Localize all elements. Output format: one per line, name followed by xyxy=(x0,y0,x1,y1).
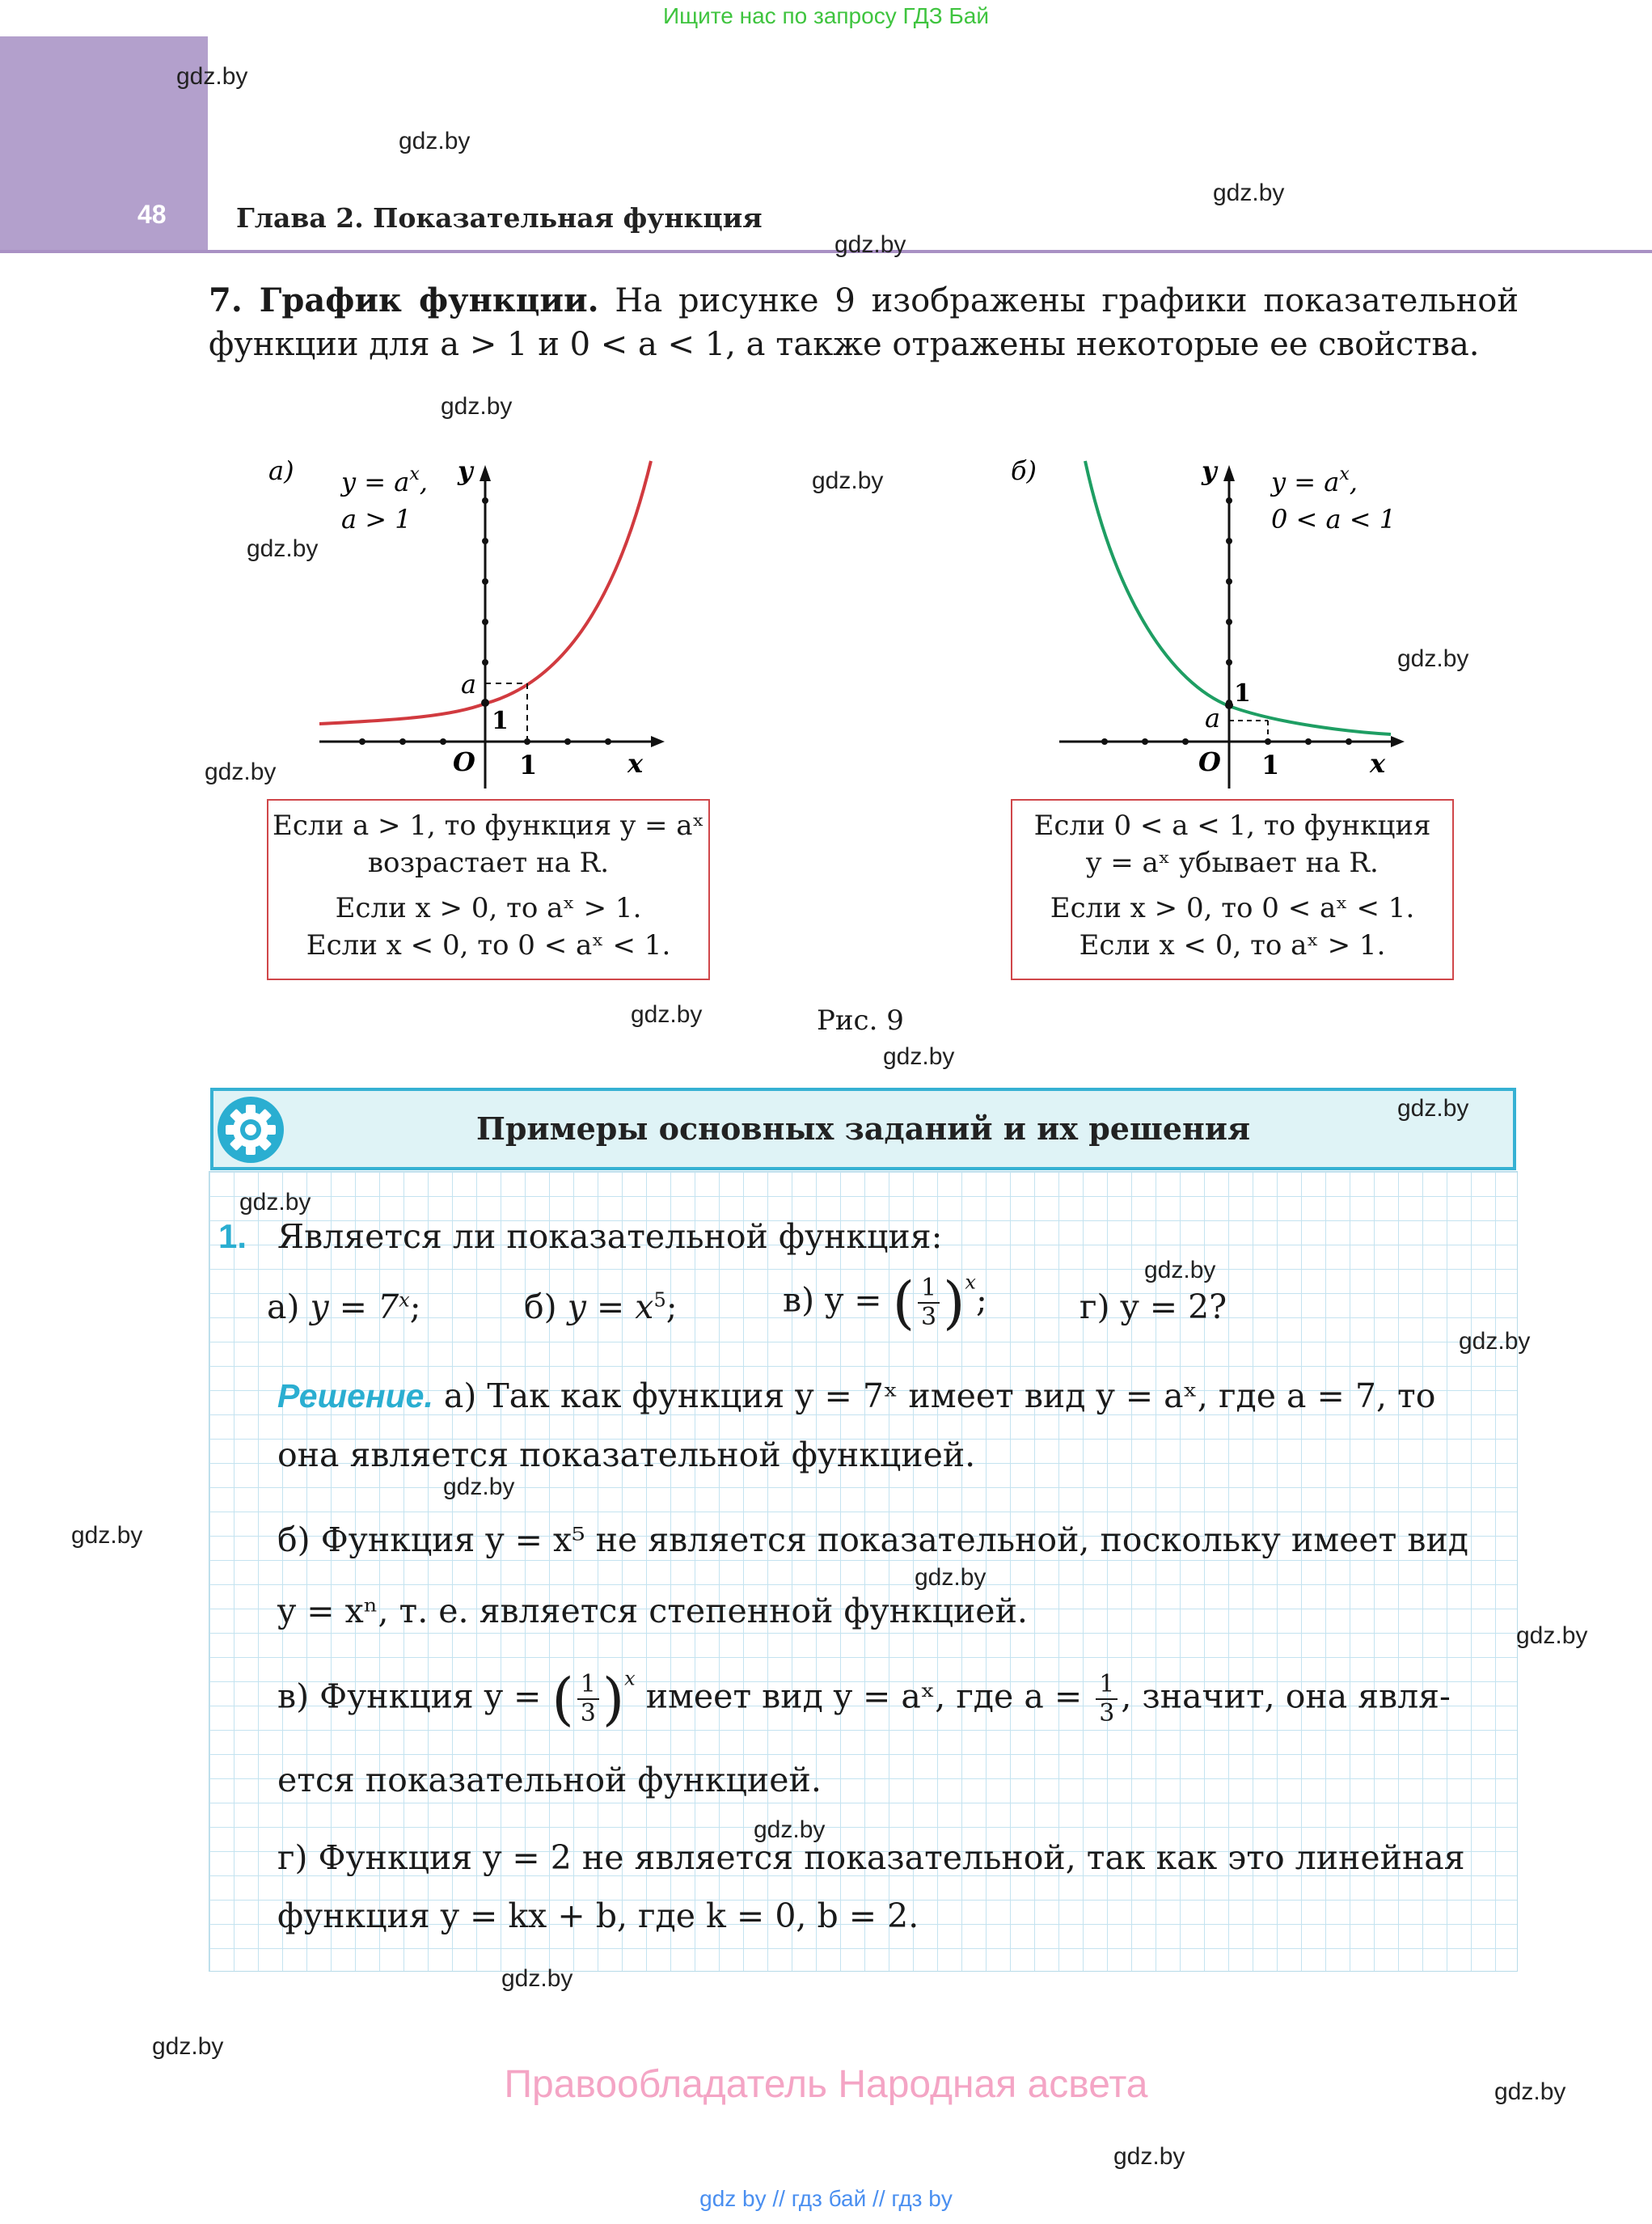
tick-dot xyxy=(564,738,571,745)
tick-dot xyxy=(482,497,488,504)
tick-dot xyxy=(1226,578,1232,585)
a-value-label: a xyxy=(1205,703,1221,734)
watermark: gdz.by xyxy=(754,1816,826,1843)
origin-label: O xyxy=(1198,746,1221,777)
tick-label-x: 1 xyxy=(1261,750,1280,780)
solution-g-line-2: функция y = kx + b, где k = 0, b = 2. xyxy=(277,1896,919,1935)
watermark: gdz.by xyxy=(1494,2078,1566,2105)
x-axis-label: x xyxy=(627,748,644,779)
graph-a-condition: a > 1 xyxy=(341,504,412,535)
watermark: gdz.by xyxy=(205,759,277,785)
solution-b-line-1: б) Функция y = x⁵ не является показательной, поскольку имеет вид xyxy=(277,1520,1469,1559)
origin-label: O xyxy=(453,746,475,777)
box-b-line-4: Если x < 0, то aˣ > 1. xyxy=(1079,929,1386,962)
watermark: gdz.by xyxy=(443,1474,515,1500)
tick-dot xyxy=(1226,538,1232,544)
chapter-title: Глава 2. Показательная функция xyxy=(236,202,763,234)
graph-a-formula: $y = a^x$, xyxy=(341,464,428,497)
section-heading: 7. График функции. xyxy=(209,281,599,319)
tick-dot xyxy=(482,619,488,625)
point-1 xyxy=(481,699,489,707)
option-a: а) $y = 7^x$; xyxy=(267,1287,421,1326)
watermark: gdz.by xyxy=(1144,1257,1216,1283)
task-number: 1. xyxy=(218,1217,247,1255)
option-b: б) $y = x^5$; xyxy=(524,1287,678,1326)
tick-dot xyxy=(1226,659,1232,666)
task-question: Является ли показательной функция: xyxy=(277,1217,943,1256)
tick-dot xyxy=(1305,738,1312,745)
graph-b-formula: $y = a^x$, xyxy=(1271,464,1358,497)
graph-b-condition: 0 < a < 1 xyxy=(1271,504,1396,535)
tick-label-y: 1 xyxy=(492,707,509,735)
tick-label-y: 1 xyxy=(1234,679,1251,708)
watermark: gdz.by xyxy=(1516,1622,1588,1649)
box-a-line-1: Если a > 1, то функция y = aˣ xyxy=(273,810,704,842)
watermark: gdz.by xyxy=(915,1564,987,1591)
fraction-one-third: $\frac{1}{3}$ xyxy=(577,1671,599,1727)
tick-dot xyxy=(399,738,406,745)
box-a-line-3: Если x > 0, то aˣ > 1. xyxy=(335,892,642,924)
watermark: gdz.by xyxy=(834,231,906,258)
solution-v-line-1: в) Функция y = ( $\frac{1}{3}$ )$^x$ имеет вид y = aˣ, где a = $\frac{1}{3}$ , значит, она явля- xyxy=(277,1666,1451,1732)
watermark: gdz.by xyxy=(152,2033,224,2060)
point-1 xyxy=(1225,701,1233,709)
tick-dot xyxy=(605,738,611,745)
chapter-divider xyxy=(0,250,1652,253)
watermark: gdz.by xyxy=(1113,2143,1185,2170)
fraction-one-third: $\frac{1}{3}$ xyxy=(918,1275,940,1331)
watermark: gdz.by xyxy=(239,1189,311,1216)
tick-dot xyxy=(440,738,446,745)
box-b-line-2: y = aˣ убывает на R. xyxy=(1086,847,1379,879)
figure-caption: Рис. 9 xyxy=(817,1004,904,1037)
watermark: gdz.by xyxy=(247,535,319,562)
watermark: gdz.by xyxy=(883,1043,955,1070)
watermark: gdz.by xyxy=(501,1965,573,1992)
top-banner[interactable]: Ищите нас по запросу ГДЗ Бай xyxy=(662,3,990,28)
property-box-a xyxy=(267,799,710,980)
solution-a-line-1: Решение. а) Так как функция y = 7ˣ имеет вид y = aˣ, где a = 7, то xyxy=(277,1376,1436,1415)
watermark: gdz.by xyxy=(1397,645,1469,672)
intro-text: На рисунке 9 изображены графики показательной функции для a > 1 и 0 < a < 1, а также отражены некоторые ее свойства. xyxy=(209,282,1519,363)
option-g: г) y = 2? xyxy=(1080,1287,1227,1326)
watermark: gdz.by xyxy=(399,128,471,154)
tick-dot xyxy=(1182,738,1189,745)
y-axis-arrow xyxy=(1223,465,1235,481)
tick-dot xyxy=(1142,738,1148,745)
tick-dot xyxy=(1346,738,1352,745)
box-a-line-2: возрастает на R. xyxy=(367,847,610,879)
graph-b xyxy=(1011,449,1415,789)
y-axis-label: y xyxy=(458,455,473,486)
fraction-one-third: $\frac{1}{3}$ xyxy=(1096,1671,1118,1727)
box-b-line-3: Если x > 0, то 0 < aˣ < 1. xyxy=(1050,892,1415,924)
watermark: gdz.by xyxy=(1213,180,1285,206)
watermark: gdz.by xyxy=(71,1522,143,1549)
intro-paragraph xyxy=(209,279,1519,366)
x-axis-arrow xyxy=(1391,736,1405,747)
y-axis-arrow xyxy=(480,465,491,481)
copyright: Правообладатель Народная асвета xyxy=(504,2063,1148,2106)
x-axis-label: x xyxy=(1370,748,1386,779)
tick-dot xyxy=(359,738,365,745)
tick-label-x: 1 xyxy=(519,750,538,780)
tick-dot xyxy=(482,659,488,666)
tick-dot xyxy=(482,538,488,544)
x-axis-arrow xyxy=(651,736,665,747)
tick-dot xyxy=(1101,738,1108,745)
examples-title: Примеры основных заданий и их решения xyxy=(475,1110,1251,1147)
solution-v-line-2: ется показательной функцией. xyxy=(277,1761,822,1799)
solution-a-line-2: она является показательной функцией. xyxy=(277,1435,976,1474)
watermark: gdz.by xyxy=(1459,1328,1531,1355)
property-box-b xyxy=(1011,799,1454,980)
a-value-label: a xyxy=(461,669,477,700)
graph-b-label: б) xyxy=(1011,455,1037,486)
box-b-line-1: Если 0 < a < 1, то функция xyxy=(1033,810,1431,842)
y-axis-label: y xyxy=(1202,455,1217,486)
footer-links[interactable]: gdz by // гдз бай // гдз by xyxy=(699,2186,953,2211)
solution-g-line-1: г) Функция y = 2 не является показательной, так как это линейная xyxy=(277,1838,1465,1877)
tick-dot xyxy=(482,578,488,585)
watermark: gdz.by xyxy=(1397,1095,1469,1122)
graph-a xyxy=(267,449,671,789)
watermark: gdz.by xyxy=(441,393,513,420)
solution-b-line-2: y = xⁿ, т. е. является степенной функцией. xyxy=(277,1592,1028,1630)
watermark: gdz.by xyxy=(176,63,248,90)
graph-a-label: а) xyxy=(268,455,294,486)
tick-dot xyxy=(1226,619,1232,625)
page-number: 48 xyxy=(137,200,167,229)
solution-label: Решение. xyxy=(277,1377,433,1414)
watermark: gdz.by xyxy=(812,467,884,494)
watermark: gdz.by xyxy=(631,1001,703,1028)
option-v: в) y = ( $\frac{1}{3}$ )$^x$; xyxy=(783,1270,987,1336)
tick-dot xyxy=(1226,497,1232,504)
box-a-line-4: Если x < 0, то 0 < aˣ < 1. xyxy=(306,929,671,962)
